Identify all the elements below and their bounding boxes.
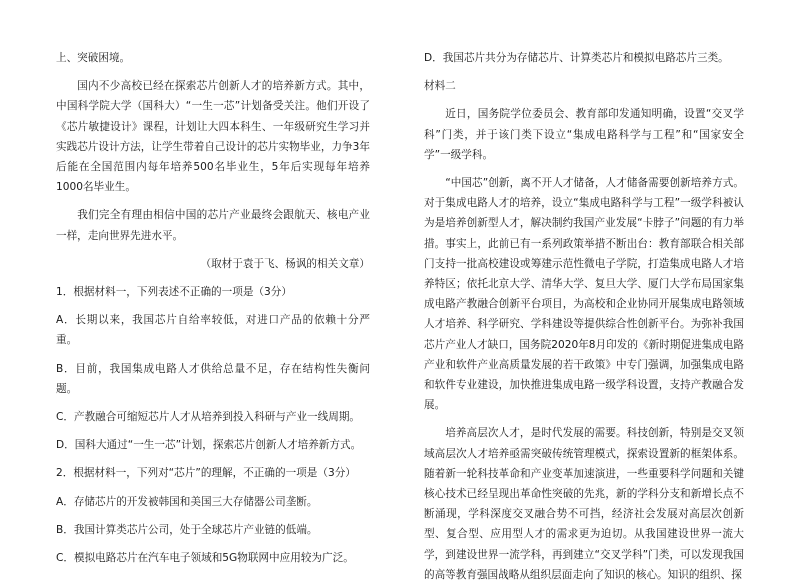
question-1: 1．根据材料一，下列表述不正确的一项是（3分） [56,286,292,299]
question-2: 2．根据材料一，下列对“芯片”的理解，不正确的一项是（3分） [56,467,356,480]
question-1-option-b: B．目前，我国集成电路人才供给总量不足，存在结构性失衡问题。 [56,362,370,395]
question-1-option-d: D．国科大通过“一生一芯”计划，探索芯片创新人才培养新方式。 [56,439,362,452]
question-2-option-b: B．我国计算类芯片公司，处于全球芯片产业链的低端。 [56,523,318,536]
question-1-option-a: A．长期以来，我国芯片自给率较低，对进口产品的依赖十分严重。 [56,314,370,347]
paragraph-continuation: 上、突破困境。 [56,52,131,64]
paragraph: “中国芯”创新，离不开人才储备，人才储备需要创新培养方式。对于集成电路人才的培养，设立“集成电路科学与工程”一级学科被认为是培养创新型人才，解决制约我国产业发展“卡脖子”问题的有力举措。事实上，此前已有一系列政策举措不断出台：教育部联合相关部门支持一批高校建设或筹建示范性微电子学院，打造集成电路人才培养特区；依托北京大学、清华大学、复旦大学、厦门大学布局国家集成电路产教融合创新平台项目，为高校和企业协同开展集成电路领域人才培养、科学研究、学科建设等提供综合性创新平台。为弥补我国芯片产业人才缺口，国务院2020年8月印发的《新时期促进集成电路产业和软件产业高质量发展的若干政策》中专门强调，加强集成电路和软件专业建设，加快推进集成电路一级学科设置，支持产教融合发展。 [424,177,744,412]
question-2-option-a: A．存储芯片的开发被韩国和美国三大存储器公司垄断。 [56,495,318,508]
source-citation: （取材于袁于飞、杨讽的相关文章） [200,257,370,270]
left-column [56,48,370,568]
paragraph: 近日，国务院学位委员会、教育部印发通知明确，设置“交叉学科”门类，并于该门类下设立“集成电路科学与工程”和“国家安全学”一级学科。 [424,108,744,161]
paragraph: 国内不少高校已经在探索芯片创新人才的培养新方式。其中，中国科学院大学（国科大）“一生一芯”计划备受关注。他们开设了《芯片敏捷设计》课程，计划让大四本科生、一年级研究生学习并实践芯片设计方法，让学生带着自己设计的芯片实物毕业，力争3年后能在全国范围内每年培养500名毕业生，5年后实现每年培养1000名毕业生。 [56,80,370,194]
paragraph: 我们完全有理由相信中国的芯片产业最终会跟航天、核电产业一样，走向世界先进水平。 [56,209,370,242]
right-column [424,48,744,585]
question-2-option-d: D．我国芯片共分为存储芯片、计算类芯片和模拟电路芯片三类。 [424,52,729,64]
question-2-option-c: C．模拟电路芯片在汽车电子领域和5G物联网中应用较为广泛。 [56,552,354,565]
section-heading: 材料二 [424,80,456,93]
paragraph: 培养高层次人才，是时代发展的需要。科技创新，特别是交叉领域高层次人才培养亟需突破传统管理模式，探索设置新的框架体系。随着新一轮科技革命和产业变革加速演进，一些重要科学问题和关键核心技术已经呈现出革命性突破的先兆，新的学科分支和新增长点不断涌现，学科深度交叉融合势不可挡，经济社会发展对高层次创新型、复合型、应用型人才的需求更为迫切。从我国建设世界一流大学，到建设世界一流学科，再到建立“交叉学科”门类，可以发现我国的高等教育强国战略从组织层面走向了知识的核心。知识的组织、探 [424,427,744,581]
question-1-option-c: C．产教融合可缩短芯片人才从培养到投入科研与产业一线周期。 [56,411,361,424]
